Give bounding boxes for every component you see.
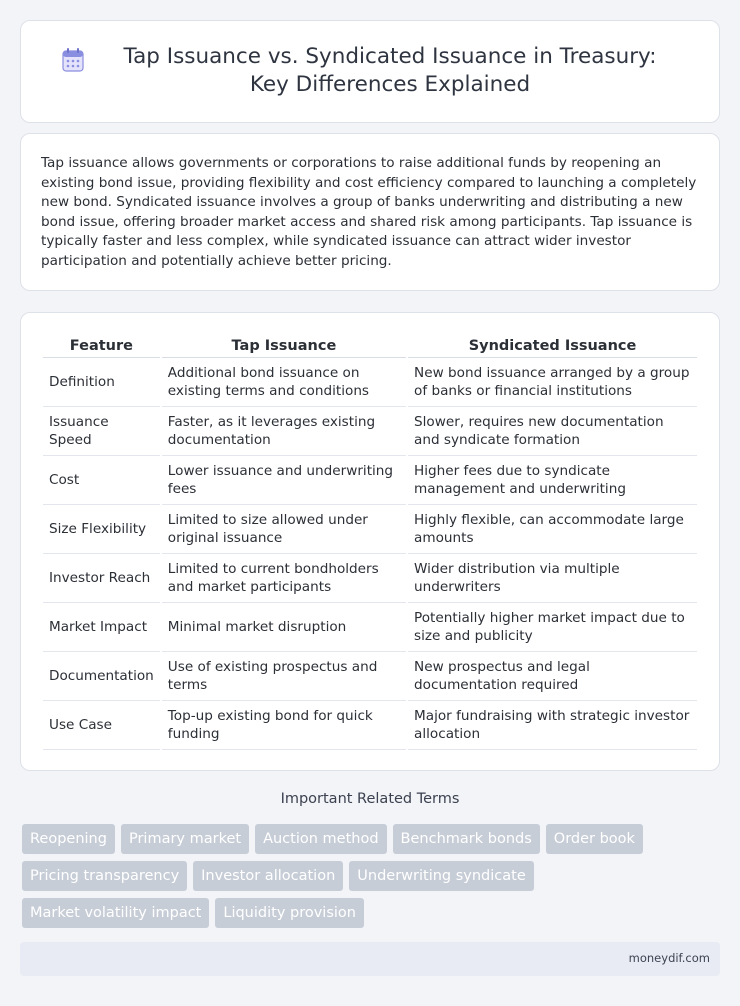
syndicated-cell: Major fundraising with strategic investor allocation xyxy=(408,701,697,750)
footer xyxy=(20,942,720,976)
table-row xyxy=(43,652,697,701)
header-syndicated-issuance: Syndicated Issuance xyxy=(408,334,697,358)
tag-investor-allocation[interactable]: Investor allocation xyxy=(193,861,343,891)
tap-cell: Faster, as it leverages existing documentation xyxy=(162,407,406,456)
table-row xyxy=(43,407,697,456)
syndicated-cell: Potentially higher market impact due to size and publicity xyxy=(408,603,697,652)
title-wrap xyxy=(21,43,719,99)
related-terms-heading: Important Related Terms xyxy=(280,791,460,807)
table-row xyxy=(43,701,697,750)
syndicated-cell: Wider distribution via multiple underwriters xyxy=(408,554,697,603)
summary-card xyxy=(20,133,720,291)
tap-cell: Minimal market disruption xyxy=(162,603,406,652)
table-row xyxy=(43,505,697,554)
feature-cell: Investor Reach xyxy=(43,554,160,603)
title-card xyxy=(20,20,720,123)
feature-cell: Size Flexibility xyxy=(43,505,160,554)
comparison-card xyxy=(20,312,720,771)
tag-benchmark-bonds[interactable]: Benchmark bonds xyxy=(393,824,540,854)
feature-cell: Cost xyxy=(43,456,160,505)
feature-cell: Documentation xyxy=(43,652,160,701)
tap-cell: Top-up existing bond for quick funding xyxy=(162,701,406,750)
feature-cell: Market Impact xyxy=(43,603,160,652)
feature-cell: Definition xyxy=(43,358,160,407)
tap-cell: Additional bond issuance on existing terms and conditions xyxy=(162,358,406,407)
header-tap-issuance: Tap Issuance xyxy=(162,334,406,358)
table-header-row xyxy=(43,334,697,358)
tag-liquidity-provision[interactable]: Liquidity provision xyxy=(215,898,364,928)
table-row xyxy=(43,358,697,407)
tag-reopening[interactable]: Reopening xyxy=(22,824,115,854)
related-terms-list xyxy=(22,824,722,928)
table-row xyxy=(43,456,697,505)
tap-cell: Use of existing prospectus and terms xyxy=(162,652,406,701)
comparison-table xyxy=(41,334,699,750)
syndicated-cell: Highly flexible, can accommodate large amounts xyxy=(408,505,697,554)
tag-order-book[interactable]: Order book xyxy=(546,824,643,854)
header-feature: Feature xyxy=(43,334,160,358)
tag-pricing-transparency[interactable]: Pricing transparency xyxy=(22,861,187,891)
table-row xyxy=(43,603,697,652)
tap-cell: Limited to size allowed under original issuance xyxy=(162,505,406,554)
tag-underwriting-syndicate[interactable]: Underwriting syndicate xyxy=(349,861,533,891)
summary-text: Tap issuance allows governments or corporations to raise additional funds by reopening an existing bond issue, providing flexibility and cost efficiency compared to launching a completely new bond. Syndicated issuance involves a group of banks underwriting and distributing a new bond issue, offering broader market access and shared risk among participants. Tap issuance is typically faster and less complex, while syndicated issuance can attract wider investor participation and potentially achieve better pricing. xyxy=(41,155,697,269)
syndicated-cell: New prospectus and legal documentation required xyxy=(408,652,697,701)
tag-market-volatility-impact[interactable]: Market volatility impact xyxy=(22,898,209,928)
tag-primary-market[interactable]: Primary market xyxy=(121,824,249,854)
syndicated-cell: New bond issuance arranged by a group of banks or financial institutions xyxy=(408,358,697,407)
syndicated-cell: Higher fees due to syndicate management and underwriting xyxy=(408,456,697,505)
tap-cell: Limited to current bondholders and market participants xyxy=(162,554,406,603)
page-title: Tap Issuance vs. Syndicated Issuance in Treasury: Key Differences Explained xyxy=(123,44,657,97)
footer-site[interactable]: moneydif.com xyxy=(628,951,710,965)
syndicated-cell: Slower, requires new documentation and syndicate formation xyxy=(408,407,697,456)
table-row xyxy=(43,554,697,603)
feature-cell: Issuance Speed xyxy=(43,407,160,456)
tag-auction-method[interactable]: Auction method xyxy=(255,824,386,854)
feature-cell: Use Case xyxy=(43,701,160,750)
tap-cell: Lower issuance and underwriting fees xyxy=(162,456,406,505)
